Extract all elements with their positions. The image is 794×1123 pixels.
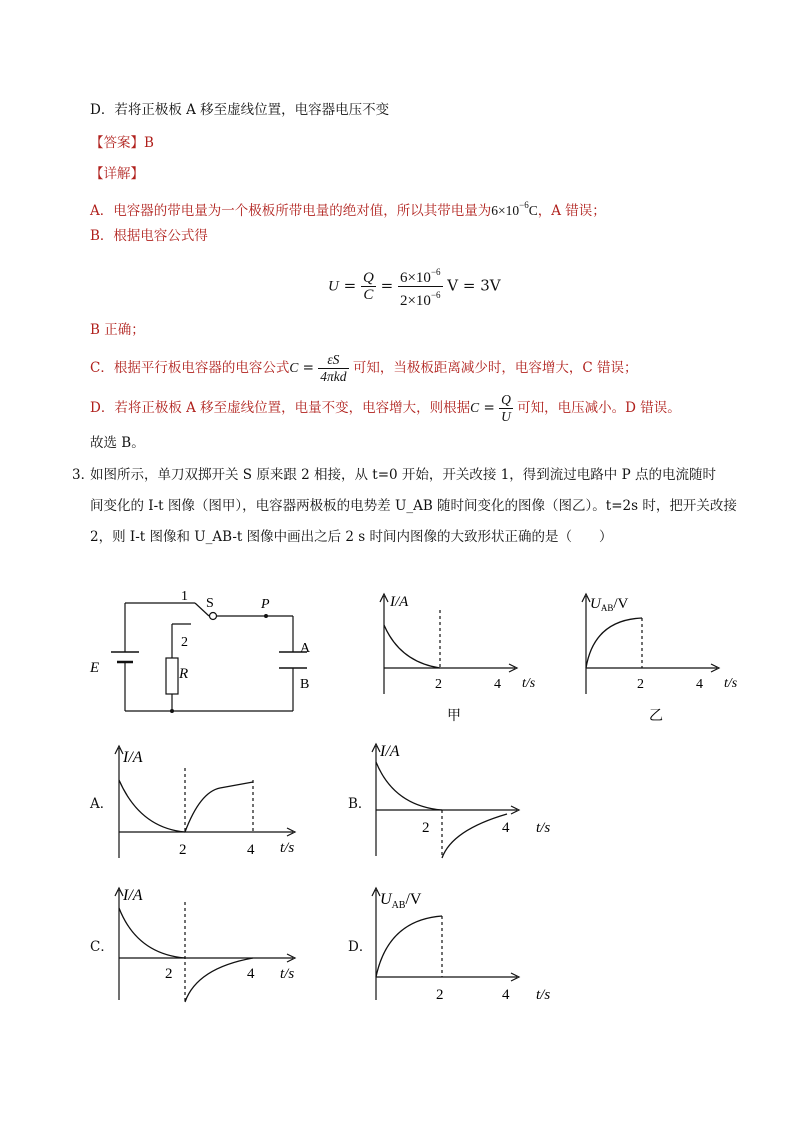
option-a-label: A． (90, 796, 114, 812)
opt-a-xlabel: t/s (280, 840, 295, 856)
cap-q-u (499, 392, 513, 425)
detail-c-end: 可知，当极板距离减少时，电容增大，C 错误； (352, 360, 638, 376)
option-d-text: D．若将正极板 A 移至虚线位置，电容器电压不变 (90, 102, 390, 118)
detail-a-charge (491, 200, 538, 218)
graph-jia (370, 588, 550, 728)
graph-yi (572, 588, 762, 728)
opt-a-ylabel: I/A (123, 749, 143, 766)
jia-xlabel: t/s (522, 676, 536, 691)
opt-a-tick-4: 4 (247, 842, 255, 858)
yi-tick-2: 2 (637, 677, 644, 692)
circuit-label-s: S (206, 596, 214, 611)
conclusion: 故选 B。 (90, 435, 145, 451)
opt-d-tick-4: 4 (502, 987, 510, 1003)
q3-line-2: 间变化的 I-t 图像（图甲），电容器两极板的电势差 U_AB 随时间变化的图像（图乙）。t=2s 时，把开关改接 (90, 498, 737, 514)
option-b-label: B． (348, 796, 372, 812)
voltage-rise-curve (586, 618, 642, 668)
junction-dot (170, 709, 174, 713)
num-exp: −6 (430, 267, 441, 277)
option-c-label: C． (90, 939, 114, 955)
opt-b-tick-4: 4 (502, 820, 510, 836)
opt-d-tick-2: 2 (436, 987, 444, 1003)
opt-b-tick-2: 2 (422, 820, 430, 836)
charge-exp: −6 (519, 200, 529, 210)
capacitance-formula (318, 352, 348, 385)
current-decay-curve (384, 625, 440, 668)
yi-ylabel: $U_{AB}/V$ (590, 596, 629, 613)
switch-pivot (210, 613, 217, 620)
jia-tick-4: 4 (494, 677, 501, 692)
den-mantissa: 2×10 (399, 293, 431, 309)
option-a-graph (105, 740, 315, 865)
charge-mantissa: 6×10 (491, 203, 520, 218)
frac-q-c (361, 270, 376, 303)
voltage-formula: U = $\frac{Q}{C}$ = $\frac{6\times 10^{-6}}{2\times 10^{-6}}$ V = 3V (328, 264, 501, 309)
q-over-u-den: U (501, 409, 511, 424)
circuit-label-a: A (300, 641, 311, 656)
opt-d-ylabel: $U_{AB}/V$ (380, 891, 422, 911)
detail-b-conclusion: B 正确； (90, 322, 145, 338)
q-over-u-num: Q (501, 392, 511, 407)
charge-unit: C (528, 203, 538, 218)
yi-caption: 乙 (649, 709, 663, 724)
detail-a-text: A．电容器的带电量为一个极板所带电量的绝对值，所以其带电量为 (90, 203, 492, 219)
q3-line-3: 2，则 I-t 图像和 U_AB-t 图像中画出之后 2 s 时间内图像的大致形状正确的是（ ） (90, 529, 613, 545)
detail-b: B．根据电容公式得 (90, 228, 208, 244)
jia-ylabel: I/A (390, 594, 409, 610)
opt-b-ylabel: I/A (380, 743, 400, 760)
opt-b-xlabel: t/s (536, 820, 551, 836)
detail-c-text: C．根据平行板电容器的电容公式 (90, 360, 290, 376)
yi-xlabel: t/s (724, 676, 738, 691)
num-mantissa: 6×10 (399, 270, 431, 286)
formula-result: V = 3V (447, 276, 501, 295)
cap-den: 4πkd (320, 369, 347, 384)
frac-values-num (398, 264, 443, 287)
detail-title: 【详解】 (90, 166, 144, 182)
frac-values (398, 264, 443, 309)
detail-a (90, 196, 606, 220)
opt-d-xlabel: t/s (536, 987, 551, 1003)
option-d-graph (362, 882, 572, 1007)
frac-c: C (363, 287, 374, 303)
detail-d-end: 可知，电压减小。D 错误。 (517, 400, 681, 416)
option-d-label: D． (348, 939, 373, 955)
den-exp: −6 (430, 290, 441, 300)
cap-num: εS (318, 352, 348, 369)
circuit-diagram (85, 588, 325, 718)
detail-d-text: D．若将正极板 A 移至虚线位置，电量不变，电容增大，则根据 (90, 400, 471, 416)
resistor-r (166, 658, 178, 694)
detail-a-end: ，A 错误； (537, 203, 606, 219)
option-b-graph (362, 738, 572, 863)
option-c-graph (105, 882, 315, 1007)
circuit-label-2: 2 (181, 635, 188, 650)
q3-line-1: 如图所示，单刀双掷开关 S 原来跟 2 相接，从 t=0 开始，开关改接 1，得到流过电路中 P 点的电流随时 (90, 467, 716, 483)
frac-values-den (398, 287, 443, 309)
circuit-label-r: R (179, 666, 189, 682)
jia-tick-2: 2 (435, 677, 442, 692)
opt-c-ylabel: I/A (123, 887, 143, 904)
circuit-label-b: B (300, 677, 310, 692)
frac-q: Q (362, 270, 374, 286)
jia-caption: 甲 (447, 709, 461, 724)
opt-c-tick-2: 2 (165, 966, 173, 982)
formula-u: U (328, 278, 339, 295)
q3-number: 3． (72, 467, 95, 483)
detail-d: D．若将正极板 A 移至虚线位置，电量不变，电容增大，则根据C = $\frac{Q}{U}$ 可知，电压减小。D 错误。 (90, 392, 681, 424)
circuit-label-e: E (90, 660, 100, 676)
opt-c-tick-4: 4 (247, 966, 255, 982)
opt-c-xlabel: t/s (280, 966, 295, 982)
opt-a-tick-2: 2 (179, 842, 187, 858)
yi-tick-4: 4 (696, 677, 703, 692)
detail-c: C．根据平行板电容器的电容公式C = $\frac{\varepsilon S}{\text{4πkd}}$ 可知，当极板距离减少时，电容增大，C 错误； (90, 352, 638, 384)
circuit-label-p: P (261, 597, 270, 612)
circuit-label-1: 1 (181, 589, 188, 604)
point-p-dot (264, 614, 268, 618)
answer-label: 【答案】B (90, 135, 154, 151)
